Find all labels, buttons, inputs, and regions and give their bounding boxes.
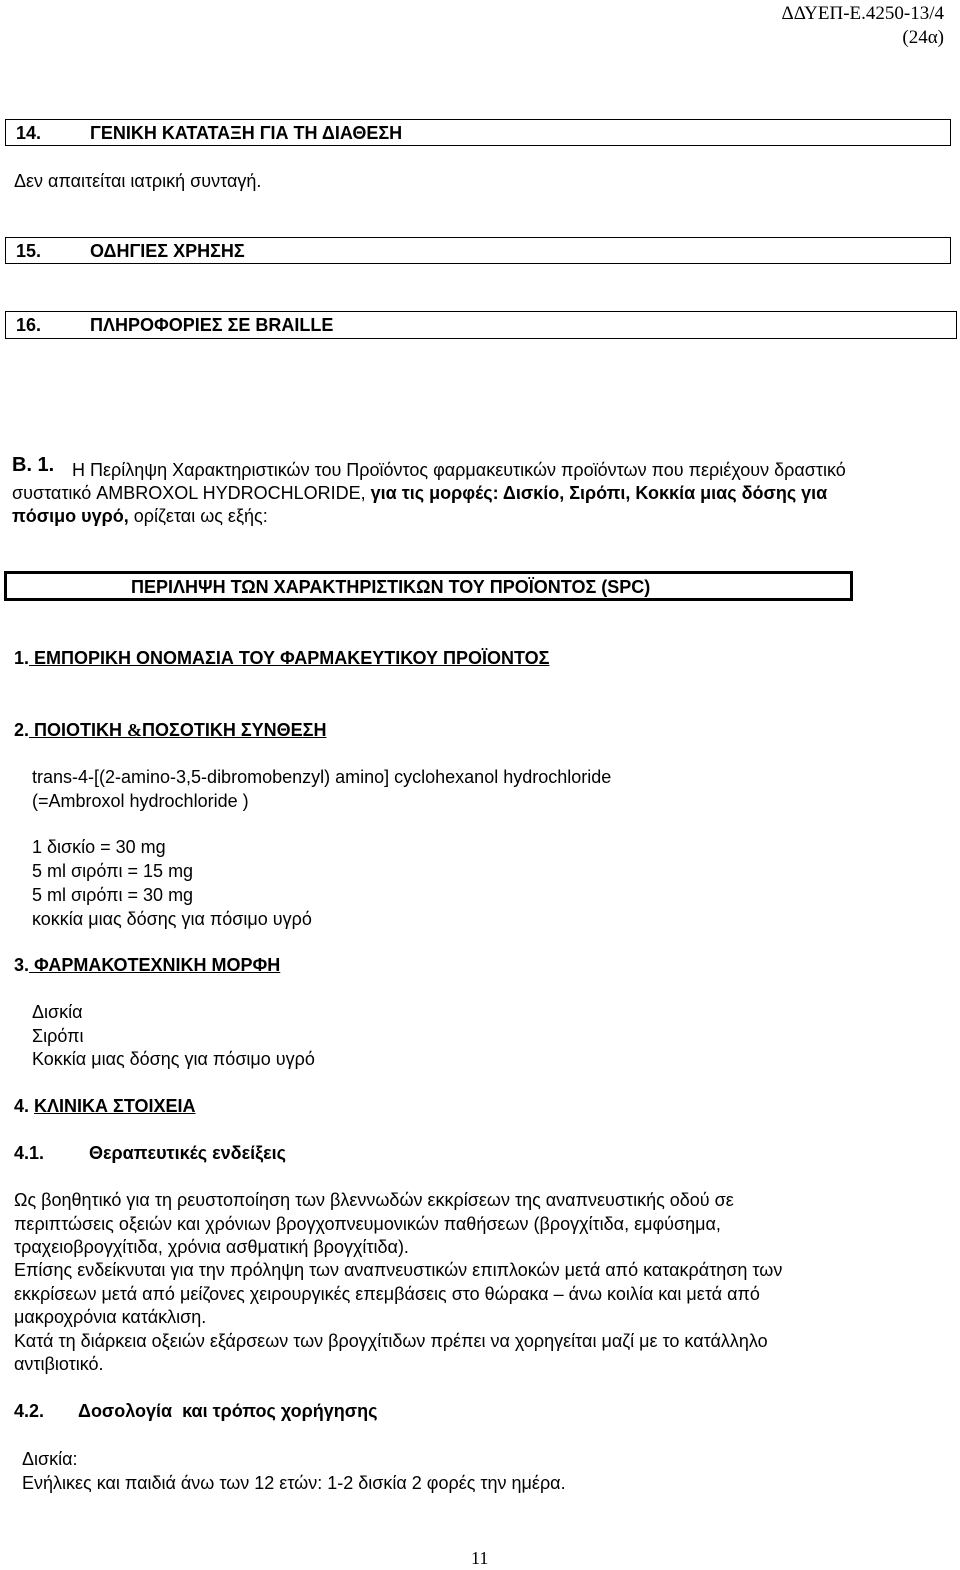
intro-line-3 (12, 505, 268, 528)
section-3-number: 3. (14, 955, 30, 975)
section-4-1-number: 4.1. (14, 1143, 45, 1163)
part-b-label: Β. 1. (12, 454, 55, 476)
dose-line: 5 ml σιρόπι = 30 mg (32, 885, 194, 905)
section-4-1-title: Θεραπευτικές ενδείξεις (89, 1143, 287, 1163)
dose-line: 1 δισκίο = 30 mg (32, 837, 166, 857)
intro-line-3-bold: πόσιμο υγρό, (12, 506, 129, 526)
intro-line-2-bold: για τις μορφές: Δισκίο, Σιρόπι, Κοκκία μιας δόσης για (370, 483, 828, 503)
intro-line-2-text: συστατικό AMBROXOL HYDROCHLORIDE, (12, 483, 366, 503)
section-14-header (5, 119, 951, 146)
section-1-title (29, 648, 549, 668)
section-16-title: ΠΛΗΡΟΦΟΡΙΕΣ ΣΕ BRAILLE (90, 315, 334, 335)
indication-line: Ως βοηθητικό για τη ρευστοποίηση των βλεννωδών εκκρίσεων της αναπνευστικής οδού σε (14, 1190, 734, 1210)
section-1-heading (14, 647, 549, 670)
section-14-title: ΓΕΝΙΚΗ ΚΑΤΑΤΑΞΗ ΓΙΑ ΤΗ ΔΙΑΘΕΣΗ (90, 123, 403, 143)
spc-title: ΠΕΡΙΛΗΨΗ ΤΩΝ ΧΑΡΑΚΤΗΡΙΣΤΙΚΩΝ ΤΟΥ ΠΡΟΪΟΝΤΟΣ (SPC) (131, 577, 651, 597)
form-item: Δισκία (32, 1002, 83, 1022)
section-15-number: 15. (16, 241, 42, 261)
intro-line-2 (12, 482, 827, 505)
indication-line: αντιβιοτικό. (14, 1354, 104, 1374)
section-2-title-b: ΠΟΣΟΤΙΚΗ ΣΥΝΘΕΣΗ (142, 720, 327, 740)
section-2-title-a: ΠΟΙΟΤΙΚΗ (34, 720, 123, 740)
section-2-heading (14, 719, 326, 742)
posology-subheading: Δισκία: (22, 1449, 78, 1469)
section-3-title-text: ΦΑΡΜΑΚΟΤΕΧΝΙΚΗ ΜΟΡΦΗ (34, 955, 281, 975)
section-2-title (29, 720, 326, 740)
section-1-number: 1. (14, 648, 30, 668)
dose-line: 5 ml σιρόπι = 15 mg (32, 861, 194, 881)
section-3-title (29, 955, 280, 975)
section-16-number: 16. (16, 315, 42, 335)
chemical-name: trans-4-[(2-amino-3,5-dibromobenzyl) amino] cyclohexanol hydrochloride (32, 767, 612, 787)
section-2-ampersand: & (127, 720, 143, 740)
indication-line: Επίσης ενδείκνυται για την πρόληψη των αναπνευστικών επιπλοκών μετά από κατακράτηση των (14, 1260, 783, 1280)
posology-text: Ενήλικες και παιδιά άνω των 12 ετών: 1-2 δισκία 2 φορές την ημέρα. (22, 1473, 566, 1493)
section-4-number: 4. (14, 1096, 30, 1116)
section-15-header (5, 237, 951, 264)
form-item: Σιρόπι (32, 1026, 84, 1046)
section-4-2-number: 4.2. (14, 1401, 45, 1421)
spc-title-box (4, 571, 853, 601)
indication-line: περιπτώσεις οξειών και χρόνιων βρογχοπνευμονικών παθήσεων (βρογχίτιδα, εμφύσημα, (14, 1214, 721, 1234)
indication-line: εκκρίσεων μετά από μείζονες χειρουργικές επεμβάσεις στο θώρακα – άνω κοιλία και μετά από (14, 1284, 760, 1304)
section-4-2-title: Δοσολογία και τρόπος χορήγησης (78, 1401, 378, 1421)
intro-line-3-text: ορίζεται ως εξής: (133, 506, 268, 526)
document-reference: ΔΔΥΕΠ-Ε.4250-13/4 (781, 3, 944, 24)
section-16-header (5, 311, 957, 339)
indication-line: Κατά τη διάρκεια οξειών εξάρσεων των βρογχίτιδων πρέπει να χορηγείται μαζί με το κατάλληλο (14, 1331, 768, 1351)
section-15-title: ΟΔΗΓΙΕΣ ΧΡΗΣΗΣ (90, 241, 245, 261)
document-reference-suffix: (24α) (902, 27, 944, 48)
chemical-synonym: (=Ambroxol hydrochloride ) (32, 791, 249, 811)
dose-line: κοκκία μιας δόσης για πόσιμο υγρό (32, 909, 312, 929)
indication-line: μακροχρόνια κατάκλιση. (14, 1307, 207, 1327)
section-3-heading (14, 954, 280, 977)
section-1-title-text: ΕΜΠΟΡΙΚΗ ΟΝΟΜΑΣΙΑ ΤΟΥ ΦΑΡΜΑΚΕΥΤΙΚΟΥ ΠΡΟΪΟΝΤΟΣ (34, 648, 550, 668)
section-4-title: ΚΛΙΝΙΚΑ ΣΤΟΙΧΕΙΑ (34, 1096, 196, 1116)
section-4-heading (14, 1095, 196, 1118)
section-14-text: Δεν απαιτείται ιατρική συνταγή. (14, 171, 262, 191)
form-item: Κοκκία μιας δόσης για πόσιμο υγρό (32, 1049, 315, 1069)
section-14-number: 14. (16, 123, 42, 143)
section-2-number: 2. (14, 720, 30, 740)
indication-line: τραχειοβρογχίτιδα, χρόνια ασθματική βρογχίτιδα). (14, 1237, 409, 1257)
intro-line-1: Η Περίληψη Χαρακτηριστικών του Προϊόντος φαρμακευτικών προϊόντων που περιέχουν δραστικό (72, 460, 846, 480)
page-number: 11 (471, 1548, 489, 1568)
